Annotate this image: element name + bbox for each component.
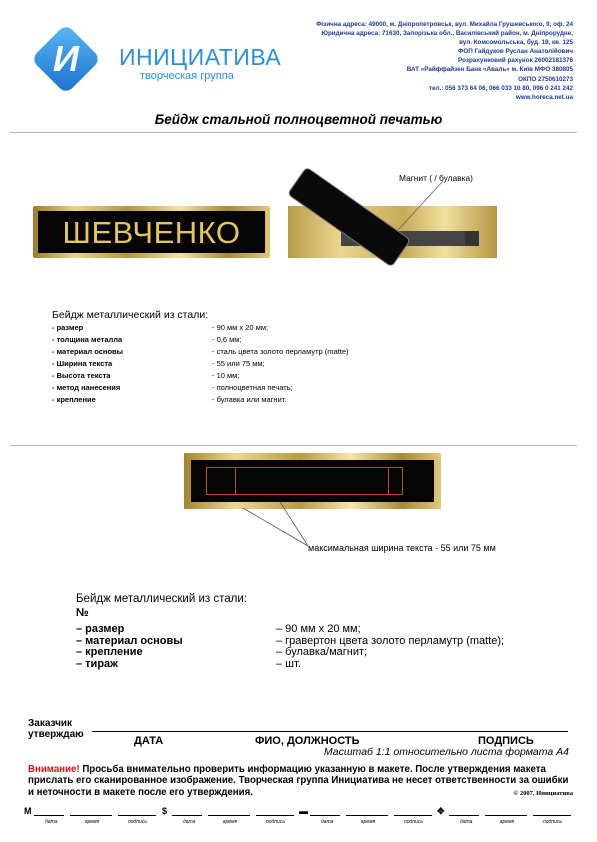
sig-field-sign[interactable] xyxy=(394,815,432,816)
spec-key: - материал основы xyxy=(52,347,124,356)
spec-key: – материал основы xyxy=(76,634,183,647)
approval-col-date: ДАТА xyxy=(134,735,164,747)
contact-line: ВАТ «Райффайзен Банк «Аваль» м. Київ МФО 380805 xyxy=(406,66,573,74)
sig-caption: дата xyxy=(460,819,473,825)
magnet-slot-end xyxy=(465,231,479,246)
logo-letter: И xyxy=(53,38,79,79)
sig-caption: подпись xyxy=(128,819,147,825)
contact-line: ОКПО 2750610273 xyxy=(518,75,573,83)
brand-name: ИНИЦИАТИВА xyxy=(119,44,282,70)
spec-value: - полноцветная печать; xyxy=(212,383,293,392)
contact-line: Фізична адреса: 49000, м. Дніпропетровськ, вул. Михайла Грушевського, 9, оф. 24 xyxy=(316,21,573,28)
magnet-pointer-line xyxy=(380,180,460,240)
spec-key: - толщина металла xyxy=(52,335,123,344)
contact-line: ФОП Гайдуков Руслан Анатолійович xyxy=(457,48,573,56)
contact-line: вул. Комсомольська, буд. 19, кв. 125 xyxy=(459,39,573,47)
spec-value: - 0,6 мм; xyxy=(212,335,242,344)
sig-caption: подпись xyxy=(543,819,562,825)
contact-line: тел.: 056 373 64 06, 066 033 10 80, 096 0 241 242 xyxy=(429,84,573,92)
sig-caption: время xyxy=(223,819,238,825)
contact-website[interactable]: www.horeca.net.ua xyxy=(515,93,573,101)
warning-label: Внимание! xyxy=(28,764,80,775)
sig-caption: подпись xyxy=(266,819,285,825)
sig-field-sign[interactable] xyxy=(256,815,294,816)
sig-field-time[interactable] xyxy=(70,815,112,816)
sig-field-sign[interactable] xyxy=(118,815,156,816)
spec-value: – булавка/магнит; xyxy=(276,646,368,658)
spec-key: – тираж xyxy=(76,657,118,670)
magnet-label: Магнит ( / булавка) xyxy=(399,173,473,183)
approval-label-line: утверждаю xyxy=(28,729,84,740)
contact-line: Розрахунковий рахунок 26002181376 xyxy=(458,57,573,65)
approval-signature-line xyxy=(92,731,568,732)
customer-approval-label xyxy=(28,718,84,740)
spec-key: – крепление xyxy=(76,646,143,658)
copyright: © 2007, Инициатива xyxy=(513,790,573,797)
sig-caption: время xyxy=(500,819,515,825)
sig-caption: время xyxy=(85,819,100,825)
sig-caption: дата xyxy=(321,819,334,825)
crosshair-icon: ✥ xyxy=(437,806,445,816)
sig-field-time[interactable] xyxy=(485,815,527,816)
divider xyxy=(10,445,577,446)
sig-field-sign[interactable] xyxy=(533,815,571,816)
sig-field-date[interactable] xyxy=(449,815,479,816)
text-area-55mm xyxy=(235,467,389,495)
spec-key: - Высота текста xyxy=(52,371,111,380)
spec-key: - метод нанесения xyxy=(52,383,121,392)
spec-key: - Ширина текста xyxy=(52,359,113,368)
text-width-label: максимальная ширина текста - 55 или 75 мм xyxy=(308,543,496,553)
spec-key: - размер xyxy=(52,323,84,332)
sig-caption: подпись xyxy=(404,819,423,825)
spec1-title: Бейдж металлический из стали: xyxy=(52,309,209,321)
spec-key: - крепление xyxy=(52,395,96,404)
contact-line: Юридична адреса: 71630, Запорізька обл., Василівський район, м. Дніпрорудне, xyxy=(321,30,573,38)
logo-icon xyxy=(28,21,104,97)
spec-value: - 55 или 75 мм; xyxy=(212,359,265,368)
sig-caption: дата xyxy=(45,819,58,825)
print-icon: ▬ xyxy=(299,806,308,816)
badge-black-field xyxy=(191,460,434,502)
sig-field-date[interactable] xyxy=(34,815,64,816)
divider xyxy=(10,132,577,133)
brand-subtitle: творческая группа xyxy=(140,70,234,82)
spec-value: - булавка или магнит. xyxy=(212,395,287,404)
scale-note: Масштаб 1:1 относительно листа формата А4 xyxy=(323,746,569,758)
page-title: Бейдж стальной полноцветной печатью xyxy=(154,112,443,127)
badge-name-text: ШЕВЧЕНКО xyxy=(62,215,241,250)
sig-field-date[interactable] xyxy=(310,815,340,816)
badge-front-preview xyxy=(33,206,270,258)
sig-caption: время xyxy=(361,819,376,825)
warning-text: Просьба внимательно проверить информацию указанную в макете. После утверждения макета прислать его сканированное изображение. Творческая группа Инициатива не несет ответственности за ошибки и неточности в макете после его утверждения. xyxy=(28,764,569,798)
badge-black-field xyxy=(38,211,265,253)
approval-col-sign: ПОДПИСЬ xyxy=(478,735,534,747)
spec-value: - 10 мм; xyxy=(212,371,240,380)
warning-note xyxy=(28,764,576,798)
spec-value: – 90 мм х 20 мм; xyxy=(276,623,361,635)
approval-label-line: Заказчик xyxy=(28,718,73,729)
manager-icon: M xyxy=(24,806,32,816)
spec2-number-label: № xyxy=(76,607,89,619)
spec-value: - 90 мм х 20 мм; xyxy=(212,323,269,332)
contact-block xyxy=(273,20,573,102)
sig-field-time[interactable] xyxy=(346,815,388,816)
spec-value: - сталь цвета золото перламутр (matte) xyxy=(212,347,349,356)
sig-field-time[interactable] xyxy=(208,815,250,816)
approval-col-name: ФИО, ДОЛЖНОСТЬ xyxy=(255,735,360,747)
sig-field-date[interactable] xyxy=(172,815,202,816)
spec-value: – шт. xyxy=(276,657,301,670)
spec-key: – размер xyxy=(76,623,125,635)
dollar-icon: $ xyxy=(162,806,168,816)
spec-value: – гравертон цвета золото перламутр (matte); xyxy=(276,634,505,647)
spec2-title: Бейдж металлический из стали: xyxy=(76,593,247,605)
sig-caption: дата xyxy=(183,819,196,825)
